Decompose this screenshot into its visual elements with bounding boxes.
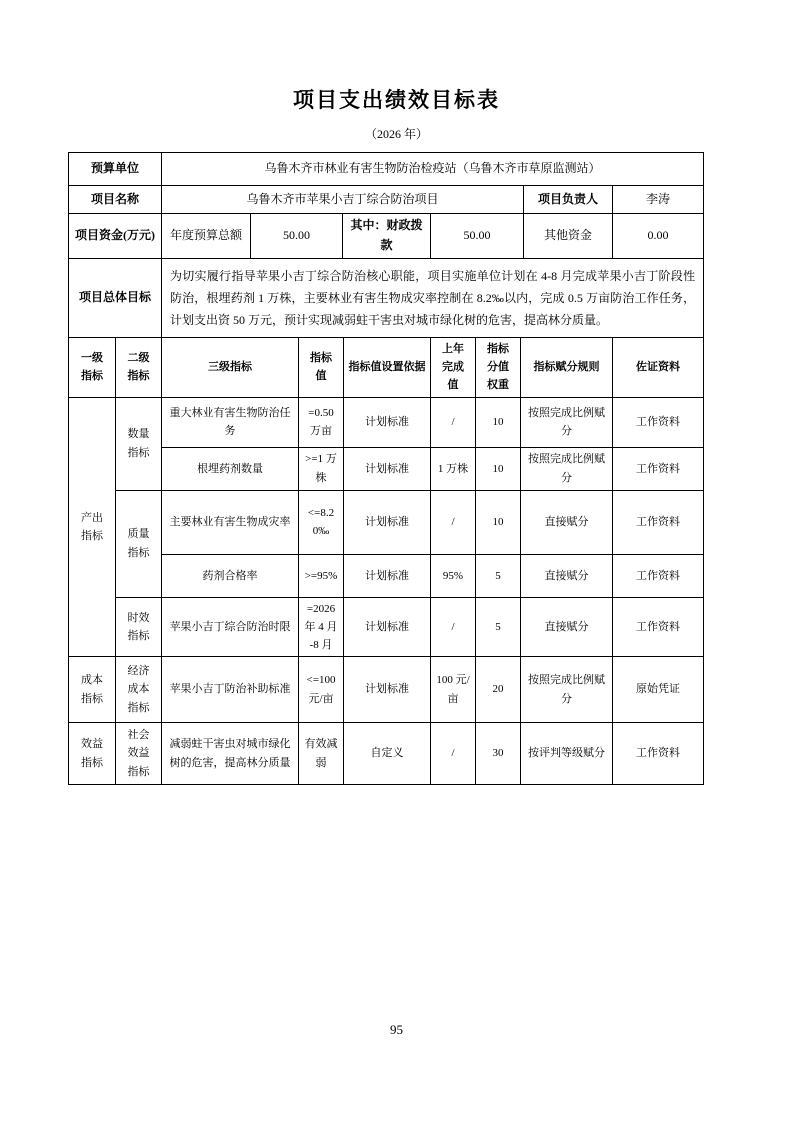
indicator-weight: 20	[476, 657, 521, 723]
indicator-table	[68, 337, 704, 785]
annual-budget-value: 50.00	[251, 214, 343, 259]
indicator-weight: 5	[476, 554, 521, 597]
indicator-level2: 数量指标	[116, 397, 162, 490]
indicator-rule: 按评判等级赋分	[521, 723, 613, 785]
indicator-rule: 直接赋分	[521, 490, 613, 554]
indicator-rule: 直接赋分	[521, 554, 613, 597]
indicator-level1: 成本指标	[69, 657, 116, 723]
indicator-level3: 药剂合格率	[162, 554, 299, 597]
budget-unit-value: 乌鲁木齐市林业有害生物防治检疫站（乌鲁木齐市草原监测站）	[162, 153, 704, 186]
indicator-basis: 计划标准	[344, 554, 431, 597]
indicator-level2: 质量指标	[116, 490, 162, 597]
indicator-level1: 效益指标	[69, 723, 116, 785]
header-evidence: 佐证资料	[613, 338, 704, 397]
header-last-year: 上年完成值	[431, 338, 476, 397]
indicator-evidence: 工作资料	[613, 723, 704, 785]
header-value: 指标值	[299, 338, 344, 397]
indicator-rule: 直接赋分	[521, 597, 613, 656]
indicator-last-year: 95%	[431, 554, 476, 597]
header-basis: 指标值设置依据	[344, 338, 431, 397]
indicator-basis: 计划标准	[344, 447, 431, 490]
info-table	[68, 152, 704, 338]
header-weight: 指标分值权重	[476, 338, 521, 397]
indicator-weight: 10	[476, 490, 521, 554]
indicator-last-year: /	[431, 397, 476, 447]
indicator-value: <=8.20‰	[299, 490, 344, 554]
project-name-label: 项目名称	[69, 186, 162, 214]
project-leader-value: 李涛	[613, 186, 704, 214]
indicator-last-year: /	[431, 490, 476, 554]
indicator-basis: 计划标准	[344, 490, 431, 554]
indicator-basis: 计划标准	[344, 597, 431, 656]
fiscal-allocation-value: 50.00	[431, 214, 524, 259]
indicator-row	[69, 397, 704, 447]
indicator-last-year: 1 万株	[431, 447, 476, 490]
indicator-row	[69, 554, 704, 597]
indicator-value: >=1 万株	[299, 447, 344, 490]
indicator-level2: 时效指标	[116, 597, 162, 656]
page-title: 项目支出绩效目标表	[293, 88, 500, 112]
project-leader-label: 项目负责人	[524, 186, 613, 214]
indicator-weight: 5	[476, 597, 521, 656]
indicator-weight: 30	[476, 723, 521, 785]
indicator-rule: 按照完成比例赋分	[521, 447, 613, 490]
indicator-evidence: 工作资料	[613, 447, 704, 490]
indicator-level3: 根埋药剂数量	[162, 447, 299, 490]
indicator-value: <=100 元/亩	[299, 657, 344, 723]
indicator-evidence: 工作资料	[613, 597, 704, 656]
indicator-weight: 10	[476, 397, 521, 447]
indicator-level2: 经济成本指标	[116, 657, 162, 723]
indicator-level3: 重大林业有害生物防治任务	[162, 397, 299, 447]
indicator-last-year: /	[431, 723, 476, 785]
header-level3: 三级指标	[162, 338, 299, 397]
header-level2: 二级指标	[116, 338, 162, 397]
header-rule: 指标赋分规则	[521, 338, 613, 397]
overall-goal-label: 项目总体目标	[69, 258, 162, 338]
indicator-value: 有效减弱	[299, 723, 344, 785]
annual-budget-label: 年度预算总额	[162, 214, 251, 259]
indicator-level3: 苹果小吉丁综合防治时限	[162, 597, 299, 656]
indicator-level3: 减弱蛀干害虫对城市绿化树的危害，提高林分质量	[162, 723, 299, 785]
project-funds-label: 项目资金(万元)	[69, 214, 162, 259]
indicator-last-year: 100 元/亩	[431, 657, 476, 723]
other-funds-label: 其他资金	[524, 214, 613, 259]
indicator-evidence: 原始凭证	[613, 657, 704, 723]
indicator-basis: 计划标准	[344, 397, 431, 447]
indicator-value: =0.50 万亩	[299, 397, 344, 447]
page-number: 95	[390, 1022, 403, 1037]
indicator-weight: 10	[476, 447, 521, 490]
page-subtitle: （2026 年）	[364, 127, 428, 141]
indicator-level3: 苹果小吉丁防治补助标准	[162, 657, 299, 723]
indicator-row	[69, 657, 704, 723]
indicator-rule: 按照完成比例赋分	[521, 397, 613, 447]
indicator-row	[69, 447, 704, 490]
indicator-evidence: 工作资料	[613, 397, 704, 447]
indicator-level2: 社会效益指标	[116, 723, 162, 785]
other-funds-value: 0.00	[613, 214, 704, 259]
indicator-basis: 计划标准	[344, 657, 431, 723]
indicator-row	[69, 490, 704, 554]
indicator-row	[69, 597, 704, 656]
indicator-last-year: /	[431, 597, 476, 656]
indicator-value: =2026 年 4 月 -8 月	[299, 597, 344, 656]
indicator-basis: 自定义	[344, 723, 431, 785]
indicator-evidence: 工作资料	[613, 490, 704, 554]
header-level1: 一级指标	[69, 338, 116, 397]
budget-unit-label: 预算单位	[69, 153, 162, 186]
overall-goal-value: 为切实履行指导苹果小吉丁综合防治核心职能，项目实施单位计划在 4-8 月完成苹果小吉丁阶段性防治，根埋药剂 1 万株，主要林业有害生物成灾率控制在 8.2‰以内，完成 0.5 万亩防治工作任务，计划支出资 50 万元，预计实现减弱蛀干害虫对城市绿化树的危害，提高林分质量。	[162, 258, 704, 338]
project-name-value: 乌鲁木齐市苹果小吉丁综合防治项目	[162, 186, 524, 214]
indicator-row	[69, 723, 704, 785]
indicator-level1: 产出指标	[69, 397, 116, 656]
indicator-evidence: 工作资料	[613, 554, 704, 597]
performance-target-table	[68, 152, 703, 785]
indicator-value: >=95%	[299, 554, 344, 597]
fiscal-allocation-label: 其中：财政拨款	[343, 214, 431, 259]
indicator-rule: 按照完成比例赋分	[521, 657, 613, 723]
indicator-level3: 主要林业有害生物成灾率	[162, 490, 299, 554]
